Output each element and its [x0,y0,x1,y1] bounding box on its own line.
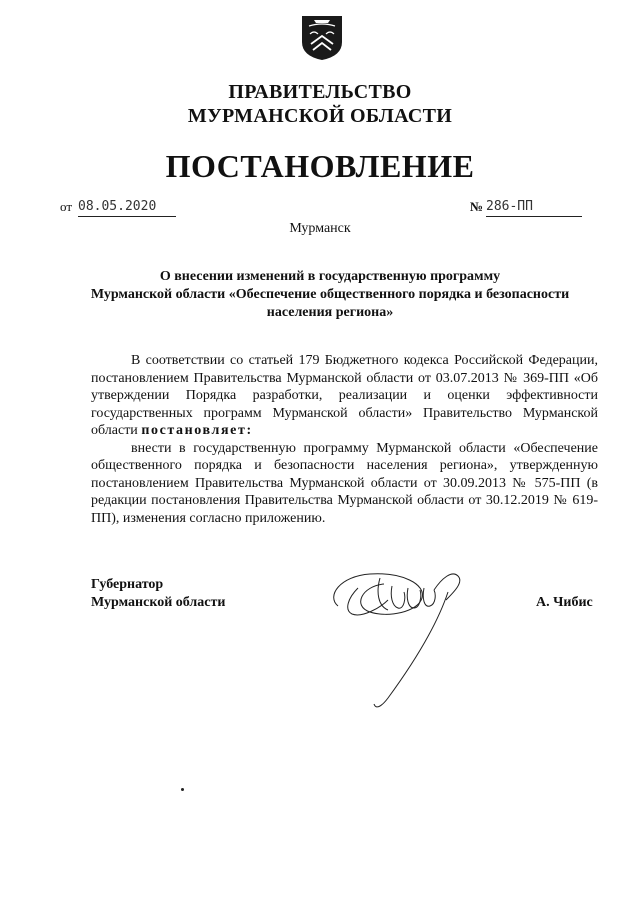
coat-of-arms-icon [300,12,344,62]
document-type-title: ПОСТАНОВЛЕНИЕ [165,148,475,184]
document-body [91,352,598,527]
signatory-title [91,576,225,612]
subject-line: населения региона» [266,305,394,320]
document-subject [60,268,600,322]
body-paragraph-1 [91,352,598,440]
subject-line: Мурманской области «Обеспечение общественного порядка и безопасности [90,287,570,302]
signatory-title-line: Губернатор [91,577,164,592]
signatory-title-line: Мурманской области [91,595,226,610]
authority-name-line1: ПРАВИТЕЛЬСТВО [228,81,412,103]
resolution-keyword: постановляет: [141,423,253,438]
document-date: 08.05.2020 [78,198,176,217]
city-name: Мурманск [289,221,351,236]
authority-name-line2: МУРМАНСКОЙ ОБЛАСТИ [187,105,453,127]
body-paragraph-2: внести в государственную программу Мурманской области «Обеспечение общественного порядка и безопасности населения региона», утвержденную постановлением Правительства Мурманской области от 30.09.2013 № 575-ПП (в редакции постановления Правительства Мурманской области от 30.12.2019 № 619-ПП), изменения согласно приложению. [91,440,598,526]
document-number: 286-ПП [486,198,582,217]
paragraph-text: В соответствии со статьей 179 Бюджетного кодекса Российской Федерации, постановлением Правительства Мурманской области от 03.07.2013 № 369-ПП «Об утверждении Порядка разработки, реализации и оценки эффективности государственных программ Мурманской области» Правительство Мурманской области [91,353,598,438]
handwritten-signature-icon [318,548,478,718]
signatory-name: А. Чибис [536,595,593,610]
date-prefix: от [60,199,73,214]
stray-mark [181,788,184,791]
subject-line: О внесении изменений в государственную программу [159,269,501,284]
number-prefix: № [470,199,484,214]
